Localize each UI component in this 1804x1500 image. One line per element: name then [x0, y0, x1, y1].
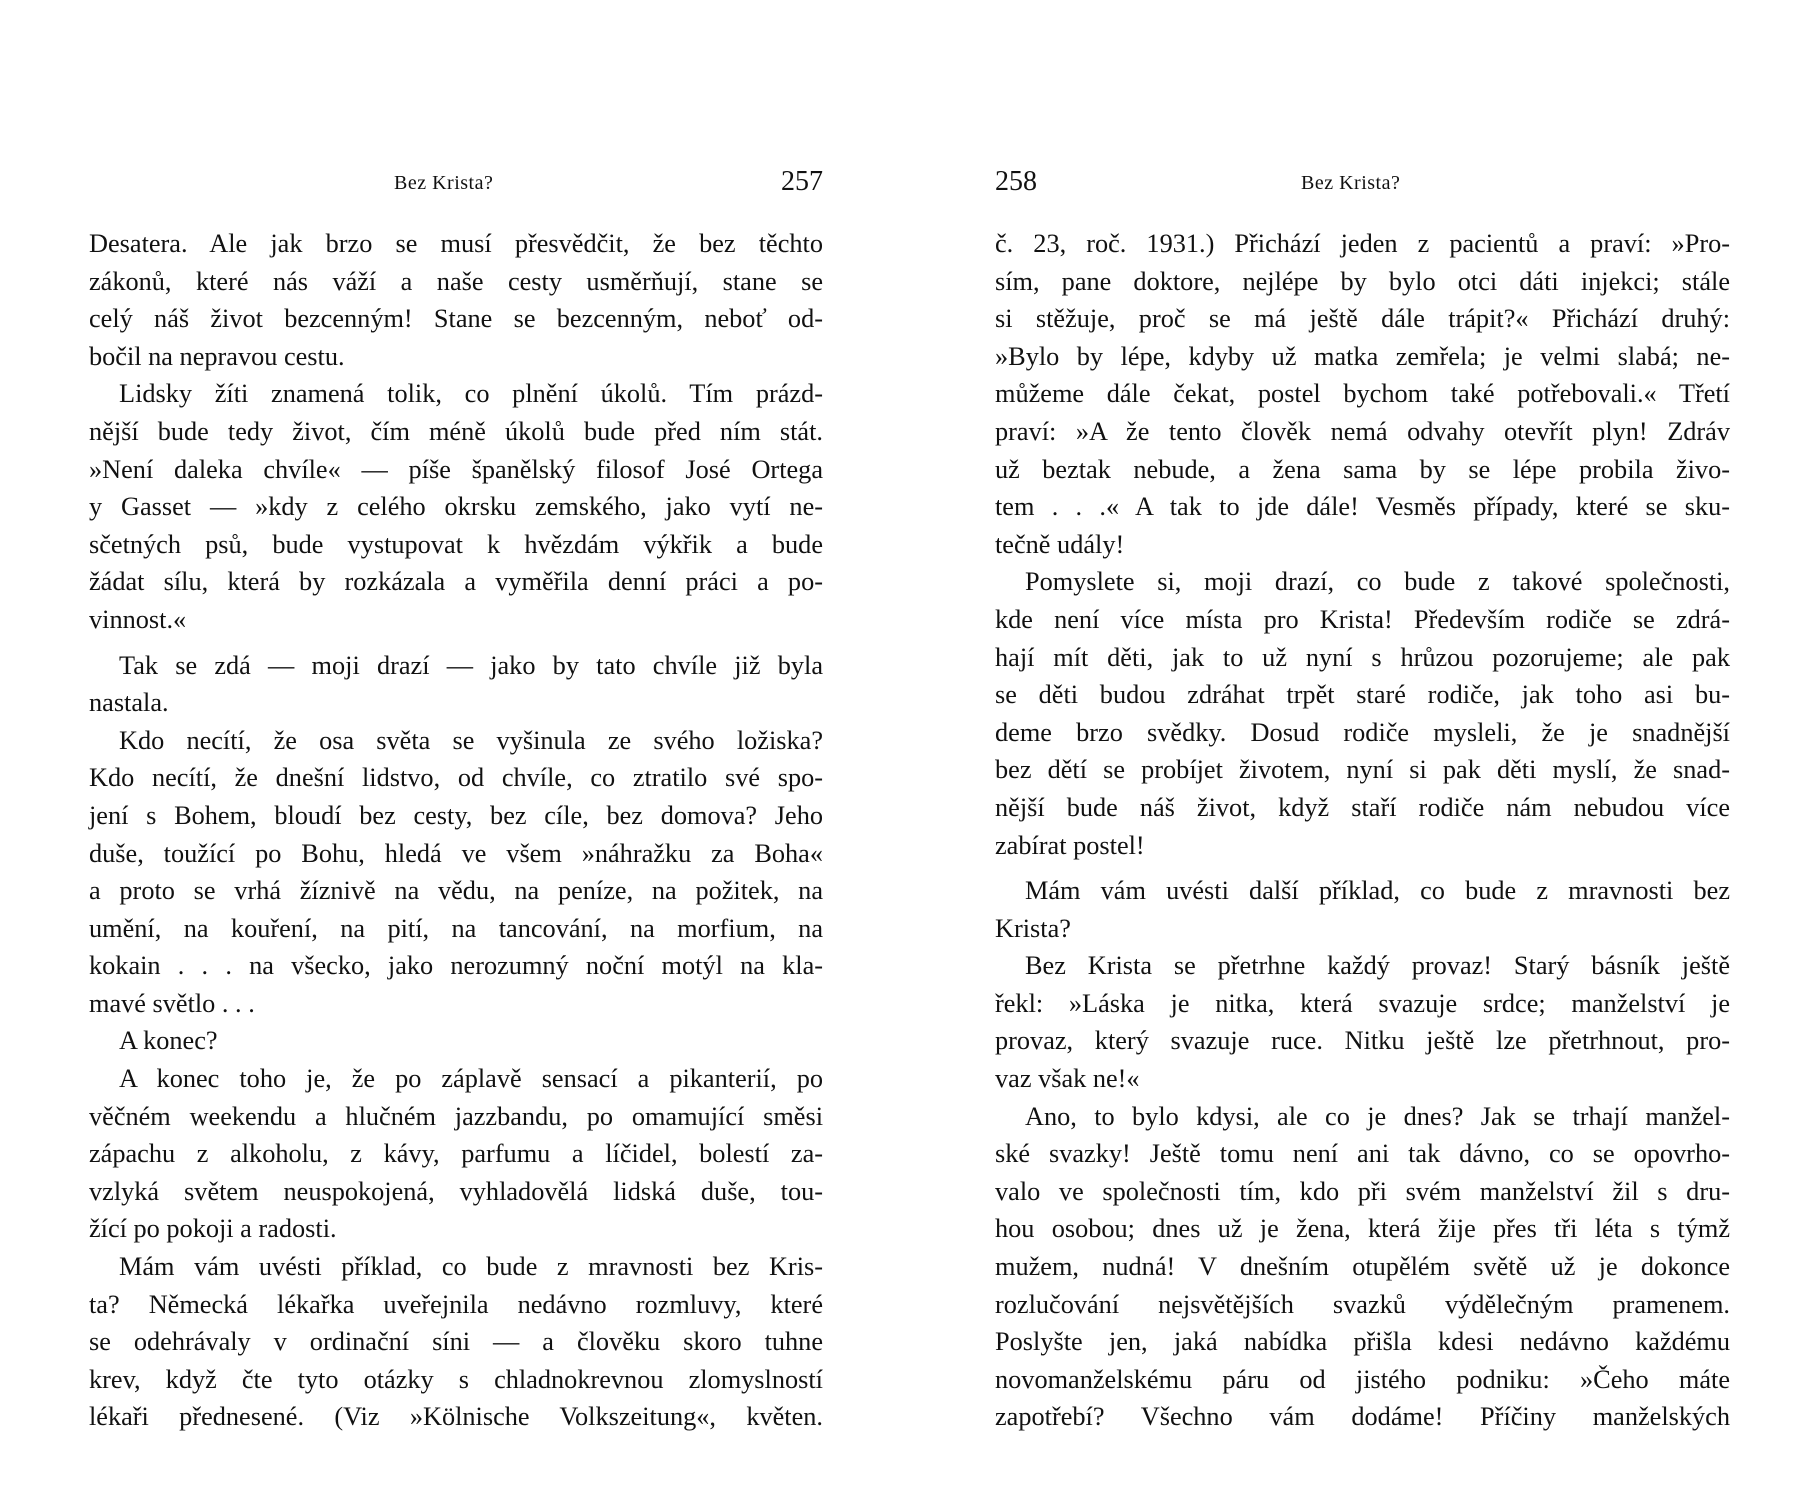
text-line: č. 23, roč. 1931.) Přichází jeden z pacientů a praví: »Pro-: [995, 229, 1730, 258]
text-line: Krista?: [995, 913, 1071, 943]
text-line: zapotřebí? Všechno vám dodáme! Příčiny manželských: [995, 1402, 1730, 1432]
text-line: tem . . .« A tak to jde dále! Vesměs případy, které se sku-: [995, 492, 1730, 522]
text-line: zákonů, které nás váží a naše cesty usměrňují, stane se: [89, 266, 823, 296]
text-line: se odehrávaly v ordinační síni — a člověku skoro tuhne: [89, 1327, 823, 1357]
text-line: Desatera. Ale jak brzo se musí přesvědčit, že bez těchto: [89, 229, 823, 258]
text-line: duše, toužící po Bohu, hledá ve všem »náhražku za Boha«: [89, 838, 823, 868]
text-line: si stěžuje, proč se má ještě dále trápit?« Přichází druhý:: [995, 304, 1730, 334]
text-line: můžeme dále čekat, postel bychom také potřebovali.« Třetí: [995, 379, 1730, 409]
text-line: kokain . . . na všecko, jako nerozumný noční motýl na kla-: [89, 951, 823, 981]
text-line: se děti budou zdráhat trpět staré rodiče, jak toho asi bu-: [995, 680, 1730, 710]
text-line: Pomyslete si, moji drazí, co bude z takové společnosti,: [1025, 567, 1730, 597]
text-line: ta? Německá lékařka uveřejnila nedávno rozmluvy, které: [89, 1289, 823, 1319]
text-line: Bez Krista se přetrhne každý provaz! Starý básník ještě: [1025, 951, 1730, 981]
text-line: A konec?: [119, 1026, 218, 1056]
right-page: [995, 0, 1730, 1500]
text-line: řekl: »Láska je nitka, která svazuje srdce; manželství je: [995, 988, 1730, 1018]
page-number: 258: [995, 166, 1037, 197]
text-line: bočil na nepravou cestu.: [89, 341, 345, 371]
text-line: žádat sílu, která by rozkázala a vyměřila denní práci a po-: [89, 567, 823, 597]
text-line: umění, na kouření, na pití, na tancování, na morfium, na: [89, 913, 823, 943]
text-line: Lidsky žíti znamená tolik, co plnění úkolů. Tím prázd-: [119, 379, 823, 409]
body-text: [995, 225, 1730, 1436]
text-line: jení s Bohem, bloudí bez cesty, bez cíle, bez domova? Jeho: [89, 800, 823, 830]
text-line: »Bylo by lépe, kdyby už matka zemřela; je velmi slabá; ne-: [995, 341, 1730, 371]
body-text: [89, 225, 823, 1436]
text-line: »Není daleka chvíle« — píše španělský filosof José Ortega: [89, 454, 823, 484]
text-line: Tak se zdá — moji drazí — jako by tato chvíle již byla: [119, 650, 823, 680]
text-line: nější bude tedy život, čím méně úkolů bude před ním stát.: [89, 416, 823, 446]
text-line: Ano, to bylo kdysi, ale co je dnes? Jak se trhají manžel-: [1025, 1101, 1730, 1131]
text-line: sím, pane doktore, nejlépe by bylo otci dáti injekci; stále: [995, 266, 1730, 296]
text-line: už beztak nebude, a žena sama by se lépe probila živo-: [995, 454, 1730, 484]
text-line: bez dětí se probíjet životem, nyní si pak děti myslí, že snad-: [995, 755, 1730, 785]
text-line: vaz však ne!«: [995, 1064, 1140, 1094]
text-line: mavé světlo . . .: [89, 988, 255, 1018]
text-line: Poslyšte jen, jaká nabídka přišla kdesi nedávno každému: [995, 1327, 1730, 1357]
text-line: sčetných psů, bude vystupovat k hvězdám výkřik a bude: [89, 529, 823, 559]
text-line: nější bude náš život, když staří rodiče nám nebudou více: [995, 792, 1730, 822]
text-line: vinnost.«: [89, 604, 187, 634]
text-line: ské svazky! Ještě tomu není ani tak dávno, co se opovrho-: [995, 1139, 1730, 1169]
text-line: hají mít děti, jak to už nyní s hrůzou pozorujeme; ale pak: [995, 642, 1730, 672]
text-line: provaz, který svazuje ruce. Nitku ještě lze přetrhnout, pro-: [995, 1026, 1730, 1056]
text-line: zabírat postel!: [995, 830, 1145, 860]
running-title: Bez Krista?: [394, 172, 494, 194]
text-line: tečně udály!: [995, 529, 1125, 559]
running-head: [995, 166, 1730, 206]
text-line: Mám vám uvésti příklad, co bude z mravnosti bez Kris-: [119, 1252, 823, 1282]
text-line: Kdo necítí, že dnešní lidstvo, od chvíle, co ztratilo své spo-: [89, 763, 823, 793]
text-line: Mám vám uvésti další příklad, co bude z mravnosti bez: [1025, 876, 1730, 906]
running-title: Bez Krista?: [1301, 172, 1401, 194]
text-line: vzlyká světem neuspokojená, vyhladovělá lidská duše, tou-: [89, 1176, 823, 1206]
left-page: [89, 0, 823, 1500]
text-line: mužem, nudná! V dnešním otupělém světě už je dokonce: [995, 1252, 1730, 1282]
text-line: praví: »A že tento člověk nemá odvahy otevřít plyn! Zdráv: [995, 416, 1730, 446]
text-line: rozlučování nejsvětějších svazků výdělečným pramenem.: [995, 1289, 1730, 1319]
text-line: celý náš život bezcenným! Stane se bezcenným, neboť od-: [89, 304, 823, 334]
text-line: kde není více místa pro Krista! Především rodiče se zdrá-: [995, 604, 1730, 634]
text-line: A konec toho je, že po záplavě sensací a pikanterií, po: [119, 1064, 823, 1094]
text-line: nastala.: [89, 688, 169, 718]
text-line: hou osobou; dnes už je žena, která žije přes tři léta s týmž: [995, 1214, 1730, 1244]
text-line: a proto se vrhá žíznivě na vědu, na peníze, na požitek, na: [89, 876, 823, 906]
text-line: žící po pokoji a radosti.: [89, 1214, 337, 1244]
text-line: krev, když čte tyto otázky s chladnokrevnou zlomyslností: [89, 1364, 823, 1394]
text-line: lékaři přednesené. (Viz »Kölnische Volkszeitung«, květen.: [89, 1402, 823, 1432]
running-head: [89, 166, 823, 206]
text-line: deme brzo svědky. Dosud rodiče mysleli, že je snadnější: [995, 717, 1730, 747]
text-line: y Gasset — »kdy z celého okrsku zemského, jako vytí ne-: [89, 492, 823, 522]
text-line: Kdo necítí, že osa světa se vyšinula ze svého ložiska?: [119, 725, 823, 755]
text-line: věčném weekendu a hlučném jazzbandu, po omamující směsi: [89, 1101, 823, 1131]
text-line: novomanželskému páru od jistého podniku: »Čeho máte: [995, 1364, 1730, 1394]
text-line: zápachu z alkoholu, z kávy, parfumu a líčidel, bolestí za-: [89, 1139, 823, 1169]
page-number: 257: [781, 166, 823, 197]
text-line: valo ve společnosti tím, kdo při svém manželství žil s dru-: [995, 1176, 1730, 1206]
